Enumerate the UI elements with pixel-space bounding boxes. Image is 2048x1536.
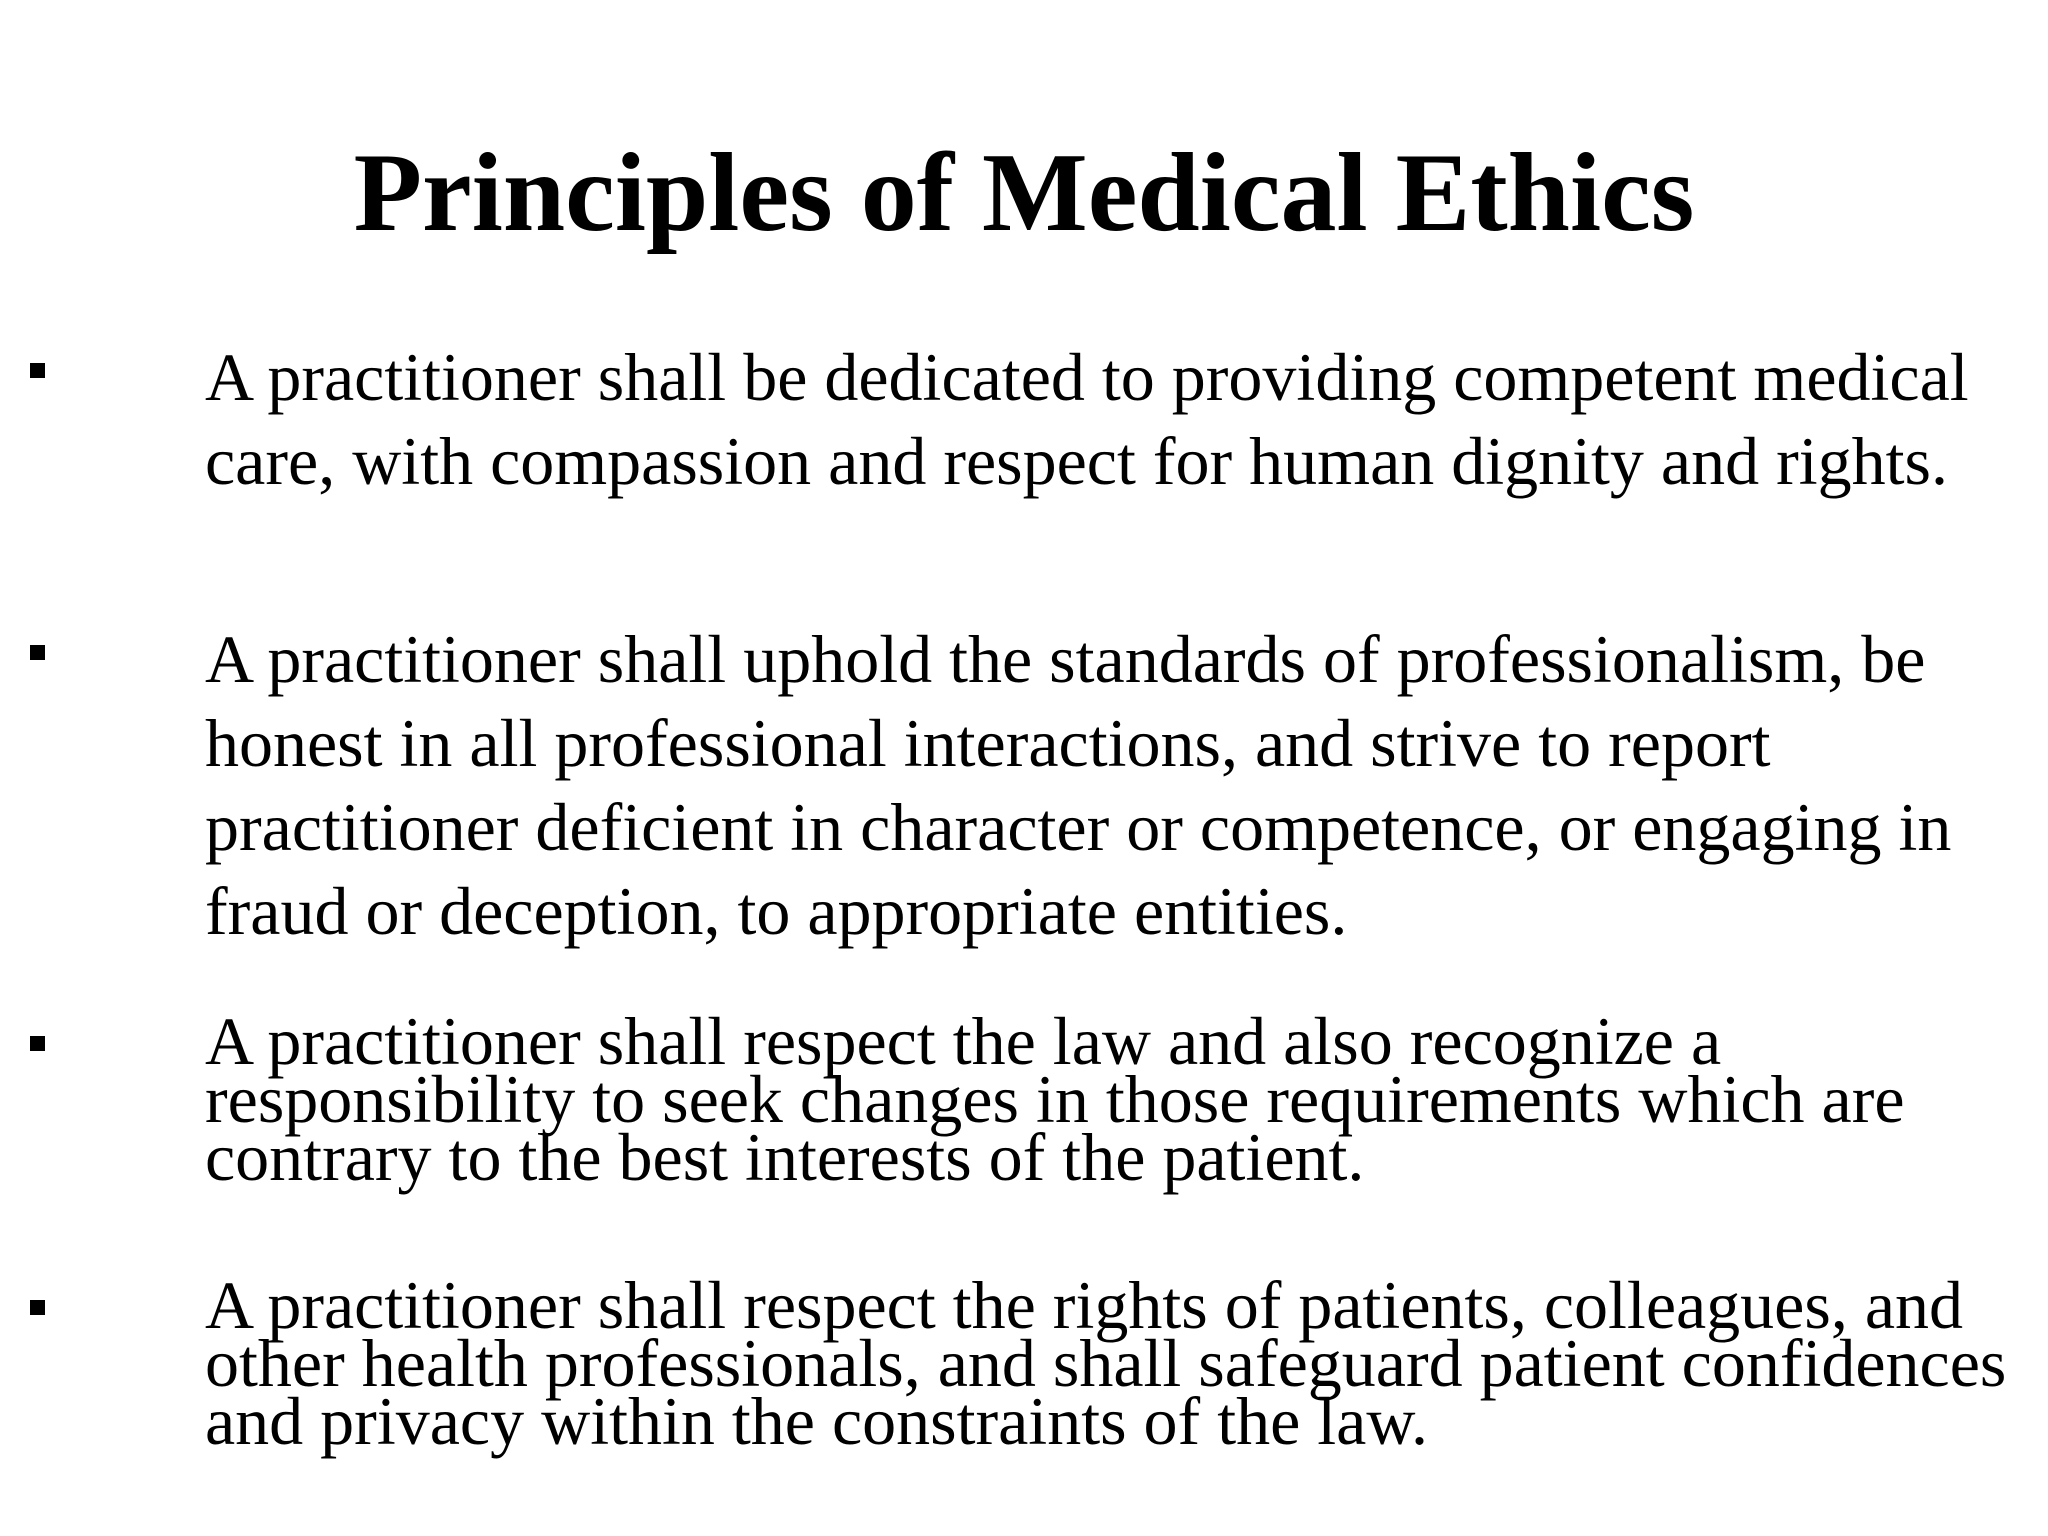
bullet-text [205, 1267, 2045, 1459]
bullet-text-line: practitioner deficient in character or competence, or engaging in [205, 789, 1952, 865]
bullet-text-line: care, with compassion and respect for human dignity and rights. [205, 423, 1948, 499]
bullet-text [205, 1003, 2045, 1195]
bullet-text-line: other health professionals, and shall safeguard patient confidences [205, 1325, 2007, 1401]
bullet-text-line: A practitioner shall be dedicated to providing competent medical [205, 339, 1969, 415]
bullet-text-line: honest in all professional interactions, and strive to report [205, 705, 1771, 781]
bullet-text-line: fraud or deception, to appropriate entities. [205, 873, 1348, 949]
bullet-text-line: A practitioner shall uphold the standards of professionalism, be [205, 621, 1926, 697]
bullet-square-icon [30, 1300, 45, 1315]
slide-title: Principles of Medical Ethics [353, 131, 1695, 255]
bullet-square-icon [30, 363, 45, 378]
bullet-square-icon [30, 645, 45, 660]
bullet-text [205, 617, 2045, 953]
bullet-text-line: A practitioner shall respect the law and also recognize a [205, 1003, 1722, 1079]
bullet-text-line: and privacy within the constraints of the law. [205, 1383, 1429, 1459]
bullet-text-line: A practitioner shall respect the rights of patients, colleagues, and [205, 1267, 1964, 1343]
bullet-text-line: contrary to the best interests of the patient. [205, 1119, 1365, 1195]
bullet-text [205, 335, 2045, 503]
bullet-square-icon [30, 1036, 45, 1051]
bullet-text-line: responsibility to seek changes in those requirements which are [205, 1061, 1905, 1137]
